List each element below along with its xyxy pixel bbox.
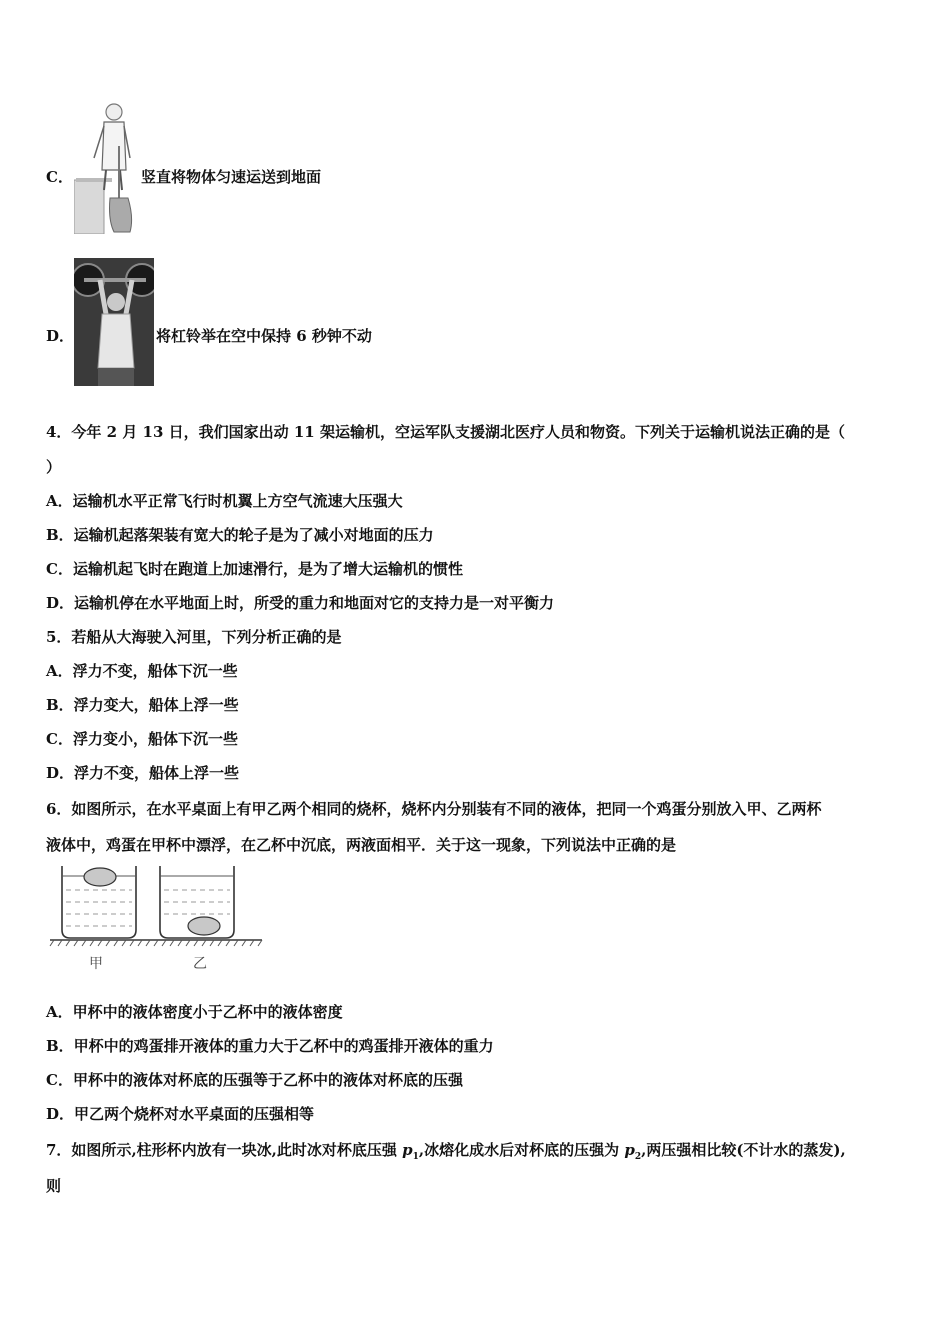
q4-stem-line2: ） — [46, 458, 62, 476]
q3-option-d-label: D． — [46, 327, 75, 345]
old-man-carrying-object-figure — [74, 100, 138, 234]
q3-option-c-text: 竖直将物体匀速运送到地面 — [141, 168, 322, 186]
q4-stem-line1: 4．今年 2 月 13 日，我们国家出动 11 架运输机，空运军队支援湖北医疗人员和物资。下列关于运输机说法正确的是（ — [46, 423, 845, 441]
q3-option-c-label: C． — [46, 168, 73, 186]
egg-sunk — [188, 917, 220, 935]
q3-option-d-text: 将杠铃举在空中保持 6 秒钟不动 — [156, 327, 372, 345]
q4-option-a: A．运输机水平正常飞行时机翼上方空气流速大压强大 — [46, 492, 403, 510]
egg-floating — [84, 868, 116, 886]
q6-option-b: B．甲杯中的鸡蛋排开液体的重力大于乙杯中的鸡蛋排开液体的重力 — [46, 1037, 494, 1055]
q5-option-c: C．浮力变小，船体下沉一些 — [46, 730, 238, 748]
q6-option-a: A．甲杯中的液体密度小于乙杯中的液体密度 — [46, 1003, 343, 1021]
q7-p2-var: p — [624, 1141, 635, 1159]
q5-stem: 5．若船从大海驶入河里，下列分析正确的是 — [46, 628, 342, 646]
q5-option-a: A．浮力不变，船体下沉一些 — [46, 662, 238, 680]
beaker-yi — [160, 866, 234, 938]
q5-option-b: B．浮力变大，船体上浮一些 — [46, 696, 239, 714]
q6-option-d: D．甲乙两个烧杯对水平桌面的压强相等 — [46, 1105, 315, 1123]
q7-stem-line2: 则 — [46, 1177, 62, 1195]
q7-stem-part1: 7．如图所示,柱形杯内放有一块冰,此时冰对杯底压强 — [46, 1141, 403, 1159]
q7-stem-part3: ,两压强相比较(不计水的蒸发), — [641, 1141, 846, 1159]
beaker-jia — [62, 866, 136, 938]
table-surface — [50, 940, 262, 946]
q5-option-d: D．浮力不变，船体上浮一些 — [46, 764, 240, 782]
q7-stem-line1 — [46, 1141, 846, 1166]
beaker-label-yi: 乙 — [193, 956, 207, 972]
q4-option-b: B．运输机起落架装有宽大的轮子是为了减小对地面的压力 — [46, 526, 434, 544]
q7-p1-sub: 1 — [412, 1152, 419, 1162]
weightlifter-figure — [74, 258, 154, 386]
beaker-label-jia: 甲 — [89, 956, 103, 972]
q7-p1-var: p — [402, 1141, 413, 1159]
q6-option-c: C．甲杯中的液体对杯底的压强等于乙杯中的液体对杯底的压强 — [46, 1071, 463, 1089]
q6-stem-line1: 6．如图所示，在水平桌面上有甲乙两个相同的烧杯，烧杯内分别装有不同的液体，把同一个鸡蛋分别放入甲、乙两杯 — [46, 800, 822, 818]
q7-p2-sub: 2 — [634, 1152, 642, 1162]
q4-option-d: D．运输机停在水平地面上时，所受的重力和地面对它的支持力是一对平衡力 — [46, 594, 555, 612]
q7-stem-part2: ,冰熔化成水后对杯底的压强为 — [418, 1141, 625, 1159]
q4-option-c: C．运输机起飞时在跑道上加速滑行，是为了增大运输机的惯性 — [46, 560, 463, 578]
q6-stem-line2: 液体中，鸡蛋在甲杯中漂浮，在乙杯中沉底，两液面相平．关于这一现象，下列说法中正确的是 — [46, 836, 677, 854]
two-beakers-egg-figure — [48, 862, 264, 974]
